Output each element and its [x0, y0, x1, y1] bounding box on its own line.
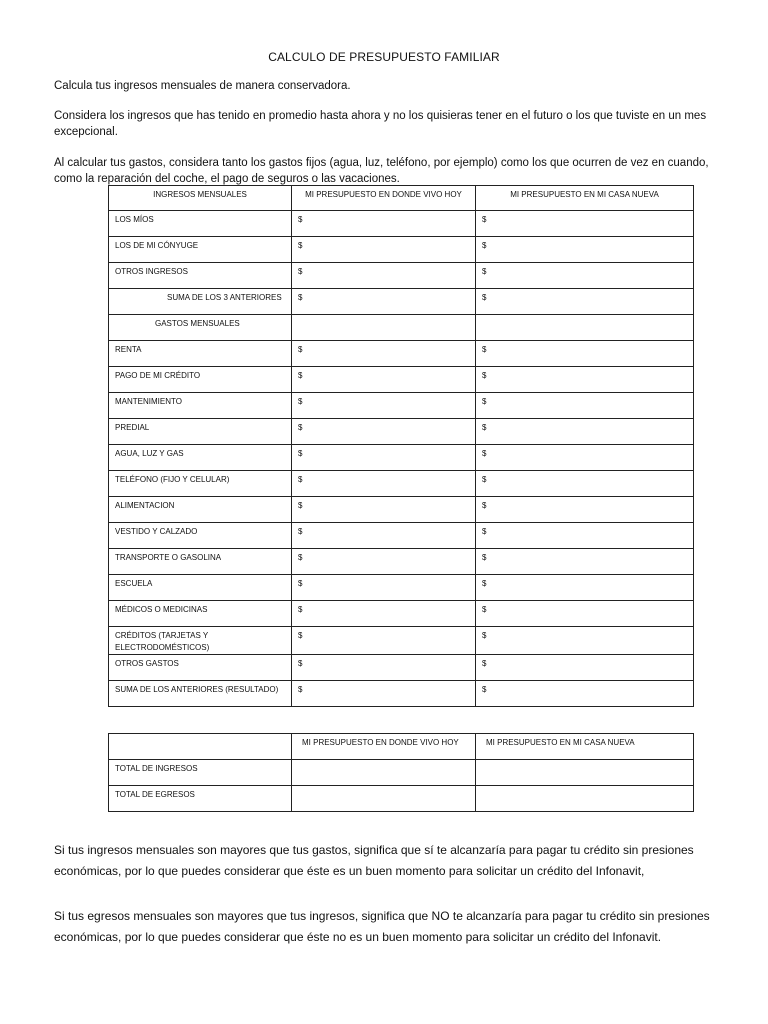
table-row: [109, 393, 694, 419]
value-cell[interactable]: $: [292, 497, 476, 523]
header-empty: [109, 734, 292, 760]
table-row: [109, 601, 694, 627]
value-cell[interactable]: $: [292, 601, 476, 627]
table-row: [109, 523, 694, 549]
value-cell[interactable]: $: [476, 549, 694, 575]
header-casa-nueva: MI PRESUPUESTO EN MI CASA NUEVA: [476, 734, 694, 760]
table-row: [109, 497, 694, 523]
value-cell[interactable]: $: [476, 211, 694, 237]
value-cell[interactable]: $: [476, 681, 694, 707]
value-cell[interactable]: $: [476, 627, 694, 655]
document-title: CALCULO DE PRESUPUESTO FAMILIAR: [268, 50, 500, 64]
value-cell[interactable]: $: [476, 471, 694, 497]
value-cell[interactable]: $: [292, 627, 476, 655]
value-cell[interactable]: $: [292, 471, 476, 497]
value-cell: [292, 315, 476, 341]
header-casa-nueva: MI PRESUPUESTO EN MI CASA NUEVA: [476, 186, 694, 211]
table-row: [109, 627, 694, 655]
section-label: GASTOS MENSUALES: [109, 315, 292, 341]
value-cell[interactable]: $: [476, 367, 694, 393]
value-cell[interactable]: $: [292, 681, 476, 707]
budget-table: [108, 185, 694, 707]
value-cell[interactable]: $: [476, 497, 694, 523]
intro-paragraph-1: Calcula tus ingresos mensuales de manera conservadora.: [54, 80, 351, 92]
row-label: SUMA DE LOS ANTERIORES (RESULTADO): [109, 681, 292, 707]
table-row: [109, 341, 694, 367]
row-label: TRANSPORTE O GASOLINA: [109, 549, 292, 575]
row-label: RENTA: [109, 341, 292, 367]
header-vivo-hoy: MI PRESUPUESTO EN DONDE VIVO HOY: [292, 186, 476, 211]
conclusion-paragraph-2: Si tus egresos mensuales son mayores que tus ingresos, significa que NO te alcanzaría para pagar tu crédito sin presiones económicas, por lo que puedes considerar que éste no es un buen momento para solicitar un crédito del Infonavit.: [54, 909, 710, 944]
table-row: [109, 471, 694, 497]
value-cell[interactable]: $: [292, 367, 476, 393]
value-cell[interactable]: $: [292, 655, 476, 681]
table-row: [109, 315, 694, 341]
table-row: [109, 575, 694, 601]
value-cell[interactable]: $: [476, 445, 694, 471]
table-row: [109, 263, 694, 289]
row-label: LOS DE MI CÓNYUGE: [109, 237, 292, 263]
budget-table-header: [109, 186, 694, 211]
row-label: OTROS GASTOS: [109, 655, 292, 681]
row-label: PREDIAL: [109, 419, 292, 445]
value-cell[interactable]: $: [476, 655, 694, 681]
value-cell[interactable]: $: [292, 419, 476, 445]
value-cell[interactable]: $: [292, 575, 476, 601]
value-cell[interactable]: $: [476, 419, 694, 445]
row-label: ALIMENTACION: [109, 497, 292, 523]
row-label: TELÉFONO (FIJO Y CELULAR): [109, 471, 292, 497]
value-cell[interactable]: $: [292, 393, 476, 419]
table-row: [109, 211, 694, 237]
value-cell[interactable]: $: [292, 263, 476, 289]
value-cell[interactable]: [476, 760, 694, 786]
table-row: [109, 289, 694, 315]
row-label: OTROS INGRESOS: [109, 263, 292, 289]
table-row: [109, 445, 694, 471]
value-cell[interactable]: [292, 760, 476, 786]
table-row: [109, 549, 694, 575]
table-row: [109, 760, 694, 786]
value-cell[interactable]: $: [292, 237, 476, 263]
value-cell[interactable]: $: [476, 289, 694, 315]
header-ingresos: INGRESOS MENSUALES: [109, 186, 292, 211]
row-label: TOTAL DE INGRESOS: [109, 760, 292, 786]
row-label: VESTIDO Y CALZADO: [109, 523, 292, 549]
value-cell[interactable]: $: [292, 523, 476, 549]
value-cell[interactable]: $: [476, 575, 694, 601]
row-label: MÉDICOS O MEDICINAS: [109, 601, 292, 627]
value-cell[interactable]: [476, 786, 694, 812]
table-row: [109, 681, 694, 707]
table-row: [109, 419, 694, 445]
row-label: CRÉDITOS (TARJETAS Y ELECTRODOMÉSTICOS): [109, 627, 292, 655]
row-label: PAGO DE MI CRÉDITO: [109, 367, 292, 393]
value-cell[interactable]: $: [292, 445, 476, 471]
table-row: [109, 786, 694, 812]
conclusion-paragraph-1: Si tus ingresos mensuales son mayores que tus gastos, significa que sí te alcanzaría para pagar tu crédito sin presiones económicas, por lo que puedes considerar que éste es un buen momento para solicitar un crédito del Infonavit,: [54, 843, 694, 878]
totals-table-header: [109, 734, 694, 760]
intro-paragraph-2: Considera los ingresos que has tenido en promedio hasta ahora y no los quisieras tener en el futuro o los que tuviste en un mes excepcional.: [54, 110, 707, 138]
value-cell: [476, 315, 694, 341]
header-vivo-hoy: MI PRESUPUESTO EN DONDE VIVO HOY: [292, 734, 476, 760]
table-row: [109, 655, 694, 681]
row-label: AGUA, LUZ Y GAS: [109, 445, 292, 471]
value-cell[interactable]: $: [292, 289, 476, 315]
value-cell[interactable]: $: [476, 393, 694, 419]
row-label: LOS MÍOS: [109, 211, 292, 237]
value-cell[interactable]: $: [476, 263, 694, 289]
value-cell[interactable]: $: [292, 549, 476, 575]
row-label: MANTENIMIENTO: [109, 393, 292, 419]
table-row: [109, 237, 694, 263]
value-cell[interactable]: $: [476, 341, 694, 367]
value-cell[interactable]: $: [476, 523, 694, 549]
totals-table: [108, 733, 694, 812]
value-cell[interactable]: $: [476, 601, 694, 627]
intro-paragraph-3: Al calcular tus gastos, considera tanto los gastos fijos (agua, luz, teléfono, por ejemplo) como los que ocurren de vez en cuando, como la reparación del coche, el pago de seguros o las vacaciones.: [54, 157, 709, 185]
value-cell[interactable]: $: [292, 211, 476, 237]
value-cell[interactable]: $: [292, 341, 476, 367]
value-cell[interactable]: $: [476, 237, 694, 263]
value-cell[interactable]: [292, 786, 476, 812]
row-label: TOTAL DE EGRESOS: [109, 786, 292, 812]
table-row: [109, 367, 694, 393]
row-label: ESCUELA: [109, 575, 292, 601]
row-label: SUMA DE LOS 3 ANTERIORES: [109, 289, 292, 315]
